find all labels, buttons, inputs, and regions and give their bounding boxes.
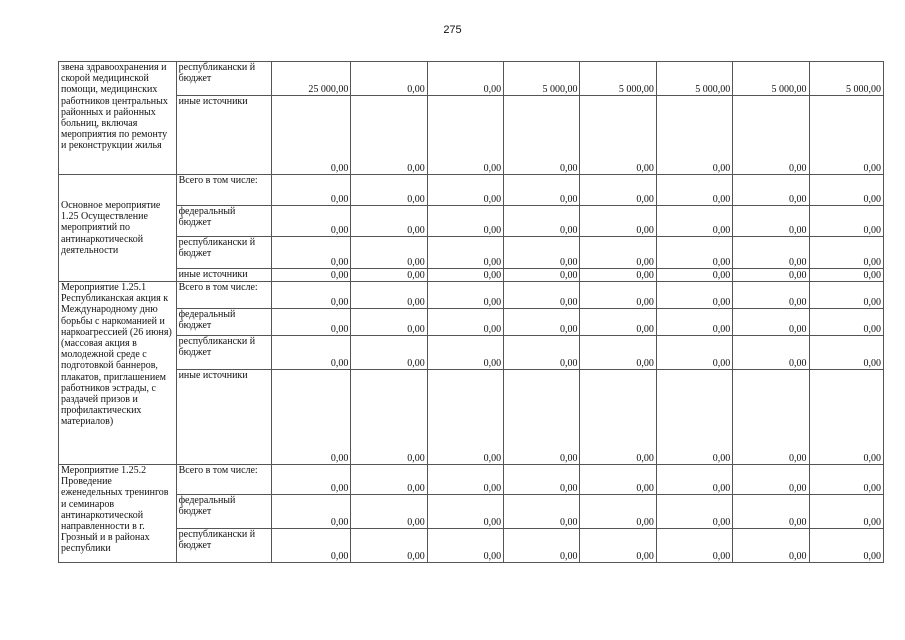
- funding-source-cell: республикански й бюджет: [176, 62, 271, 96]
- funding-source-cell: федеральный бюджет: [176, 206, 271, 237]
- amount-cell: 0,00: [351, 495, 427, 529]
- table-row: [59, 62, 884, 96]
- amount-cell: 0,00: [733, 370, 809, 465]
- amount-cell: 0,00: [272, 96, 351, 175]
- funding-source-cell: иные источники: [176, 96, 271, 175]
- amount-cell: 0,00: [351, 175, 427, 206]
- amount-cell: 0,00: [351, 206, 427, 237]
- amount-cell: 0,00: [427, 309, 503, 336]
- table-row: [59, 336, 884, 370]
- amount-cell: 0,00: [580, 175, 656, 206]
- amount-cell: 0,00: [427, 237, 503, 269]
- amount-cell: 0,00: [351, 62, 427, 96]
- amount-cell: 0,00: [272, 529, 351, 563]
- amount-cell: 0,00: [272, 175, 351, 206]
- amount-cell: 0,00: [809, 370, 883, 465]
- amount-cell: 0,00: [427, 465, 503, 495]
- amount-cell: 0,00: [656, 96, 732, 175]
- amount-cell: 0,00: [351, 269, 427, 282]
- amount-cell: 0,00: [580, 309, 656, 336]
- amount-cell: 0,00: [656, 282, 732, 309]
- table-row: [59, 495, 884, 529]
- amount-cell: 0,00: [809, 237, 883, 269]
- amount-cell: 0,00: [272, 370, 351, 465]
- amount-cell: 5 000,00: [656, 62, 732, 96]
- amount-cell: 0,00: [272, 336, 351, 370]
- page-number: 275: [443, 24, 462, 36]
- table-row: [59, 269, 884, 282]
- amount-cell: 0,00: [427, 495, 503, 529]
- amount-cell: 5 000,00: [580, 62, 656, 96]
- amount-cell: 0,00: [351, 370, 427, 465]
- amount-cell: 0,00: [733, 495, 809, 529]
- amount-cell: 0,00: [580, 282, 656, 309]
- funding-source-cell: республикански й бюджет: [176, 336, 271, 370]
- amount-cell: 0,00: [272, 269, 351, 282]
- funding-source-cell: федеральный бюджет: [176, 309, 271, 336]
- funding-source-cell: Всего в том числе:: [176, 465, 271, 495]
- amount-cell: 0,00: [809, 269, 883, 282]
- amount-cell: 0,00: [656, 206, 732, 237]
- amount-cell: 0,00: [656, 309, 732, 336]
- amount-cell: 0,00: [504, 96, 580, 175]
- amount-cell: 0,00: [580, 495, 656, 529]
- amount-cell: 0,00: [427, 62, 503, 96]
- amount-cell: 0,00: [351, 237, 427, 269]
- activity-cell: Основное мероприятие 1.25 Осуществление мероприятий по антинаркотической деятельности: [59, 175, 177, 282]
- amount-cell: 0,00: [580, 237, 656, 269]
- funding-source-cell: иные источники: [176, 269, 271, 282]
- amount-cell: 0,00: [272, 282, 351, 309]
- amount-cell: 0,00: [656, 465, 732, 495]
- amount-cell: 0,00: [733, 336, 809, 370]
- amount-cell: 0,00: [580, 206, 656, 237]
- amount-cell: 0,00: [656, 336, 732, 370]
- amount-cell: 0,00: [504, 309, 580, 336]
- amount-cell: 0,00: [733, 96, 809, 175]
- amount-cell: 25 000,00: [272, 62, 351, 96]
- amount-cell: 0,00: [580, 269, 656, 282]
- amount-cell: 0,00: [272, 309, 351, 336]
- amount-cell: 0,00: [809, 309, 883, 336]
- activity-cell: Мероприятие 1.25.2 Проведение еженедельных тренингов и семинаров антинаркотической направленности в г. Грозный и в районах республики: [59, 465, 177, 563]
- funding-source-cell: федеральный бюджет: [176, 495, 271, 529]
- amount-cell: 5 000,00: [809, 62, 883, 96]
- amount-cell: 0,00: [427, 370, 503, 465]
- amount-cell: 0,00: [809, 465, 883, 495]
- amount-cell: 0,00: [351, 96, 427, 175]
- amount-cell: 0,00: [733, 465, 809, 495]
- amount-cell: 0,00: [656, 175, 732, 206]
- amount-cell: 0,00: [580, 465, 656, 495]
- amount-cell: 0,00: [656, 237, 732, 269]
- table-row: [59, 370, 884, 465]
- amount-cell: 0,00: [504, 370, 580, 465]
- amount-cell: 0,00: [504, 465, 580, 495]
- amount-cell: 0,00: [504, 175, 580, 206]
- amount-cell: 0,00: [351, 465, 427, 495]
- amount-cell: 0,00: [351, 309, 427, 336]
- amount-cell: 0,00: [427, 269, 503, 282]
- amount-cell: 0,00: [504, 269, 580, 282]
- funding-source-cell: Всего в том числе:: [176, 175, 271, 206]
- amount-cell: 0,00: [809, 495, 883, 529]
- amount-cell: 0,00: [504, 237, 580, 269]
- amount-cell: 0,00: [504, 282, 580, 309]
- amount-cell: 0,00: [656, 495, 732, 529]
- amount-cell: 0,00: [733, 529, 809, 563]
- amount-cell: 0,00: [504, 529, 580, 563]
- amount-cell: 0,00: [656, 370, 732, 465]
- funding-source-cell: иные источники: [176, 370, 271, 465]
- amount-cell: 0,00: [272, 465, 351, 495]
- amount-cell: 0,00: [427, 529, 503, 563]
- activity-cell: звена здравоохранения и скорой медицинской помощи, медицинских работников центральных районных и районных больниц, включая мероприятия по ремонту и реконструкции жилья: [59, 62, 177, 175]
- amount-cell: 0,00: [733, 206, 809, 237]
- table-row: [59, 309, 884, 336]
- amount-cell: 0,00: [809, 175, 883, 206]
- amount-cell: 0,00: [809, 529, 883, 563]
- amount-cell: 0,00: [580, 370, 656, 465]
- amount-cell: 0,00: [427, 206, 503, 237]
- amount-cell: 0,00: [733, 282, 809, 309]
- amount-cell: 0,00: [351, 282, 427, 309]
- budget-table: [58, 61, 884, 563]
- funding-source-cell: республикански й бюджет: [176, 529, 271, 563]
- table-row: [59, 175, 884, 206]
- table-row: [59, 237, 884, 269]
- amount-cell: 0,00: [272, 495, 351, 529]
- amount-cell: 0,00: [580, 529, 656, 563]
- amount-cell: 0,00: [733, 269, 809, 282]
- table-row: [59, 96, 884, 175]
- activity-cell: Мероприятие 1.25.1 Республиканская акция к Международному дню борьбы с наркоманией и наркоагрессией (26 июня) (массовая акция в молодежной среде с подготовкой баннеров, плакатов, приглашением работников эстрады, с раздачей призов и профилактических материалов): [59, 282, 177, 465]
- amount-cell: 0,00: [809, 96, 883, 175]
- funding-source-cell: Всего в том числе:: [176, 282, 271, 309]
- amount-cell: 0,00: [656, 529, 732, 563]
- table-row: [59, 529, 884, 563]
- amount-cell: 0,00: [351, 529, 427, 563]
- amount-cell: 0,00: [809, 282, 883, 309]
- amount-cell: 5 000,00: [733, 62, 809, 96]
- amount-cell: 0,00: [427, 336, 503, 370]
- table-row: [59, 282, 884, 309]
- amount-cell: 0,00: [427, 175, 503, 206]
- amount-cell: 0,00: [809, 336, 883, 370]
- amount-cell: 0,00: [733, 309, 809, 336]
- amount-cell: 0,00: [427, 282, 503, 309]
- amount-cell: 5 000,00: [504, 62, 580, 96]
- amount-cell: 0,00: [656, 269, 732, 282]
- amount-cell: 0,00: [580, 96, 656, 175]
- amount-cell: 0,00: [504, 206, 580, 237]
- amount-cell: 0,00: [580, 336, 656, 370]
- amount-cell: 0,00: [733, 237, 809, 269]
- table-row: [59, 206, 884, 237]
- amount-cell: 0,00: [504, 495, 580, 529]
- amount-cell: 0,00: [272, 237, 351, 269]
- amount-cell: 0,00: [733, 175, 809, 206]
- amount-cell: 0,00: [809, 206, 883, 237]
- funding-source-cell: республикански й бюджет: [176, 237, 271, 269]
- amount-cell: 0,00: [351, 336, 427, 370]
- amount-cell: 0,00: [504, 336, 580, 370]
- amount-cell: 0,00: [427, 96, 503, 175]
- amount-cell: 0,00: [272, 206, 351, 237]
- table-row: [59, 465, 884, 495]
